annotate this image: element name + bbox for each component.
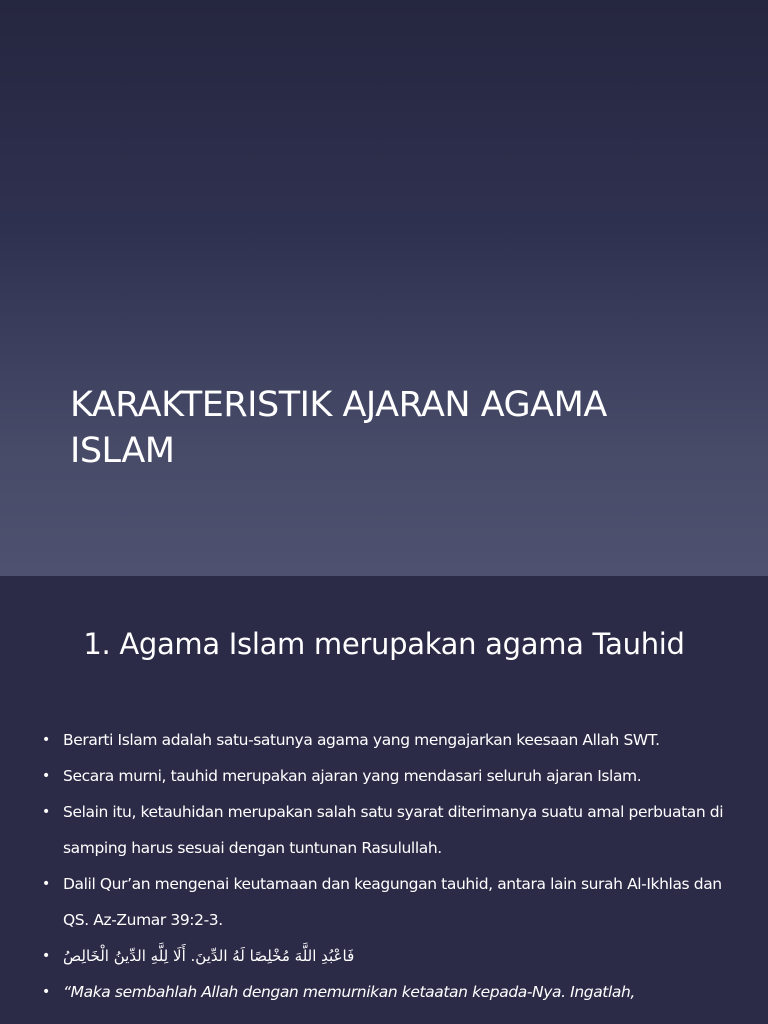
list-item [42,722,732,758]
bullet-dot: • [42,876,50,892]
bullet-text: Selain itu, ketauhidan merupakan salah satu syarat diterimanya suatu amal perbuatan di samping harus sesuai dengan tuntunan Rasulullah. [63,803,724,857]
bullet-text: Berarti Islam adalah satu-satunya agama yang mengajarkan keesaan Allah SWT. [63,731,660,749]
list-item-arabic-verse [42,938,732,974]
bullet-dot: • [42,948,50,964]
list-item [42,758,732,794]
content-slide [0,576,768,1024]
list-item [42,794,732,866]
slide-title-line-1: KARAKTERISTIK AJARAN AGAMA [70,385,607,425]
slide-title [70,382,730,474]
bullet-dot: • [42,804,50,820]
list-item [42,866,732,938]
bullet-list [42,722,732,1010]
bullet-dot: • [42,768,50,784]
bullet-text: Secara murni, tauhid merupakan ajaran yang mendasari seluruh ajaran Islam. [63,767,642,785]
bullet-dot: • [42,984,50,1000]
bullet-dot: • [42,732,50,748]
content-heading: 1. Agama Islam merupakan agama Tauhid [83,627,685,661]
translation-text: “Maka sembahlah Allah dengan memurnikan ketaatan kepada-Nya. Ingatlah, [63,983,635,1001]
arabic-verse-text: فَاعْبُدِ اللَّهَ مُخْلِصًا لَهُ الدِّينَ. أَلَا لِلَّهِ الدِّينُ الْخَالِصُ [63,947,355,965]
slide-title-line-2: ISLAM [70,431,175,471]
list-item-translation [42,974,732,1010]
bullet-text: Dalil Qur’an mengenai keutamaan dan keagungan tauhid, antara lain surah Al-Ikhlas dan QS. Az-Zumar 39:2-3. [63,875,722,929]
